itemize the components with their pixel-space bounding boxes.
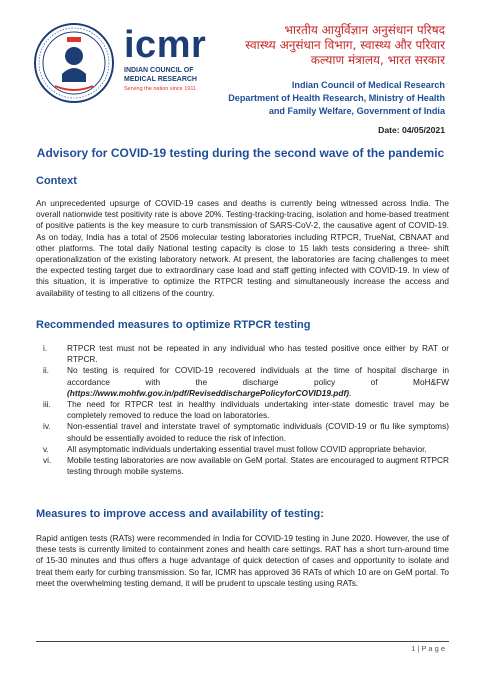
list-item-text: RTPCR test must not be repeated in any individual who has tested positive once either by RAT or RTPCR. [67,343,449,365]
list-item-text: The need for RTPCR test in healthy individuals undertaking inter-state domestic travel may be completely removed to reduce the load on laboratories. [67,399,449,421]
org-line-3: and Family Welfare, Government of India [268,105,445,116]
org-line-2: Department of Health Research, Ministry of Health [228,92,445,103]
document-date: Date: 04/05/2021 [378,125,445,135]
list-item-text: No testing is required for COVID-19 recovered individuals at the time of hospital discharge in accordance with the discharge policy of MoH&FW [67,365,449,387]
hindi-line-2: स्वास्थ्य अनुसंधान विभाग, स्वास्थ्य और परिवार [245,38,445,52]
icmr-logo-text: icmr [124,24,207,66]
english-org-header [228,79,445,117]
list-item-number: iii. [43,399,51,410]
list-item-number: i. [43,343,48,353]
list-item-number: ii. [43,365,49,376]
footer-divider [36,641,449,642]
list-item [36,399,449,421]
list-item-text: Non-essential travel and interstate travel of symptomatic individuals (COVID-19 or flu like symptoms) should be essentially avoided to reduce the risk of infection. [67,421,449,443]
context-paragraph: An unprecedented upsurge of COVID-19 cases and deaths is currently being witnessed across India. The overall nationwide test positivity rate is above 20%. Testing-tracking-tracing, isolation and home-based treatment of positive patients is the key measure to curb transmission of SARS-CoV-2, the causative agent of COVID-19. As on today, India has a total of 2506 molecular testing laboratories including RTPCR, TrueNat, CBNAAT and other platforms. The total daily National testing capacity is close to 15 lakh tests considering a three- shift operationalization of the existing laboratory network. At present, the laboratories are facing challenges to meet the expected testing target due to extraordinary case load and staff getting infected with COVID-19. In view of this situation, it is imperative to optimize the RTPCR testing and simultaneously increase the access and availability of testing to all citizens of the country. [36,198,449,298]
icmr-wordmark [124,26,224,93]
rtpcr-measures-list [36,343,449,477]
org-line-1: Indian Council of Medical Research [291,80,445,90]
list-item-number: vi. [43,455,52,466]
page-number: 1 | P a g e [411,644,445,653]
access-measures-paragraph: Rapid antigen tests (RATs) were recommended in India for COVID-19 testing in June 2020. However, the use of these tests is currently limited to containment zones and health care settings. RAT has a short turn-around time of 15-30 minutes and thus offers a huge advantage of quick detection of cases and opportunity to isolate and treat them early for curbing transmission. So far, ICMR has approved 36 RATs of which 10 are on GeM portal. To meet the overwhelming testing demand, it will be prudent to upscale testing using RATs. [36,533,449,588]
hindi-line-3: कल्याण मंत्रालय, भारत सरकार [310,53,445,67]
list-item-text: Mobile testing laboratories are now available on GeM portal. States are encouraged to augment RTPCR testing through mobile systems. [67,455,449,477]
discharge-policy-link[interactable]: (https://www.mohfw.gov.in/pdf/ReviseddischargePolicyforCOVID19.pdf) [67,387,349,398]
document-title: Advisory for COVID-19 testing during the second wave of the pandemic [36,146,445,160]
list-item [36,365,449,399]
list-item-punct: . [348,387,352,398]
hindi-org-header [245,23,445,68]
icmr-seal-logo [33,22,115,104]
icmr-fullname-line1: INDIAN COUNCIL OF [124,67,194,74]
list-item-text: All asymptomatic individuals undertaking essential travel must follow COVID appropriate behavior. [67,443,427,454]
rtpcr-measures-heading: Recommended measures to optimize RTPCR testing [36,319,311,331]
list-item [36,444,449,455]
list-item [36,343,449,365]
context-heading: Context [36,175,77,187]
list-item-number: iv. [43,421,51,432]
list-item-number: v. [43,443,49,454]
icmr-tagline: Serving the nation since 1911 [124,86,197,92]
list-item [36,455,449,477]
icmr-fullname-line2: MEDICAL RESEARCH [124,76,197,83]
hindi-line-1: भारतीय आयुर्विज्ञान अनुसंधान परिषद [284,23,445,37]
list-item [36,421,449,443]
access-measures-heading: Measures to improve access and availability of testing: [36,508,324,520]
